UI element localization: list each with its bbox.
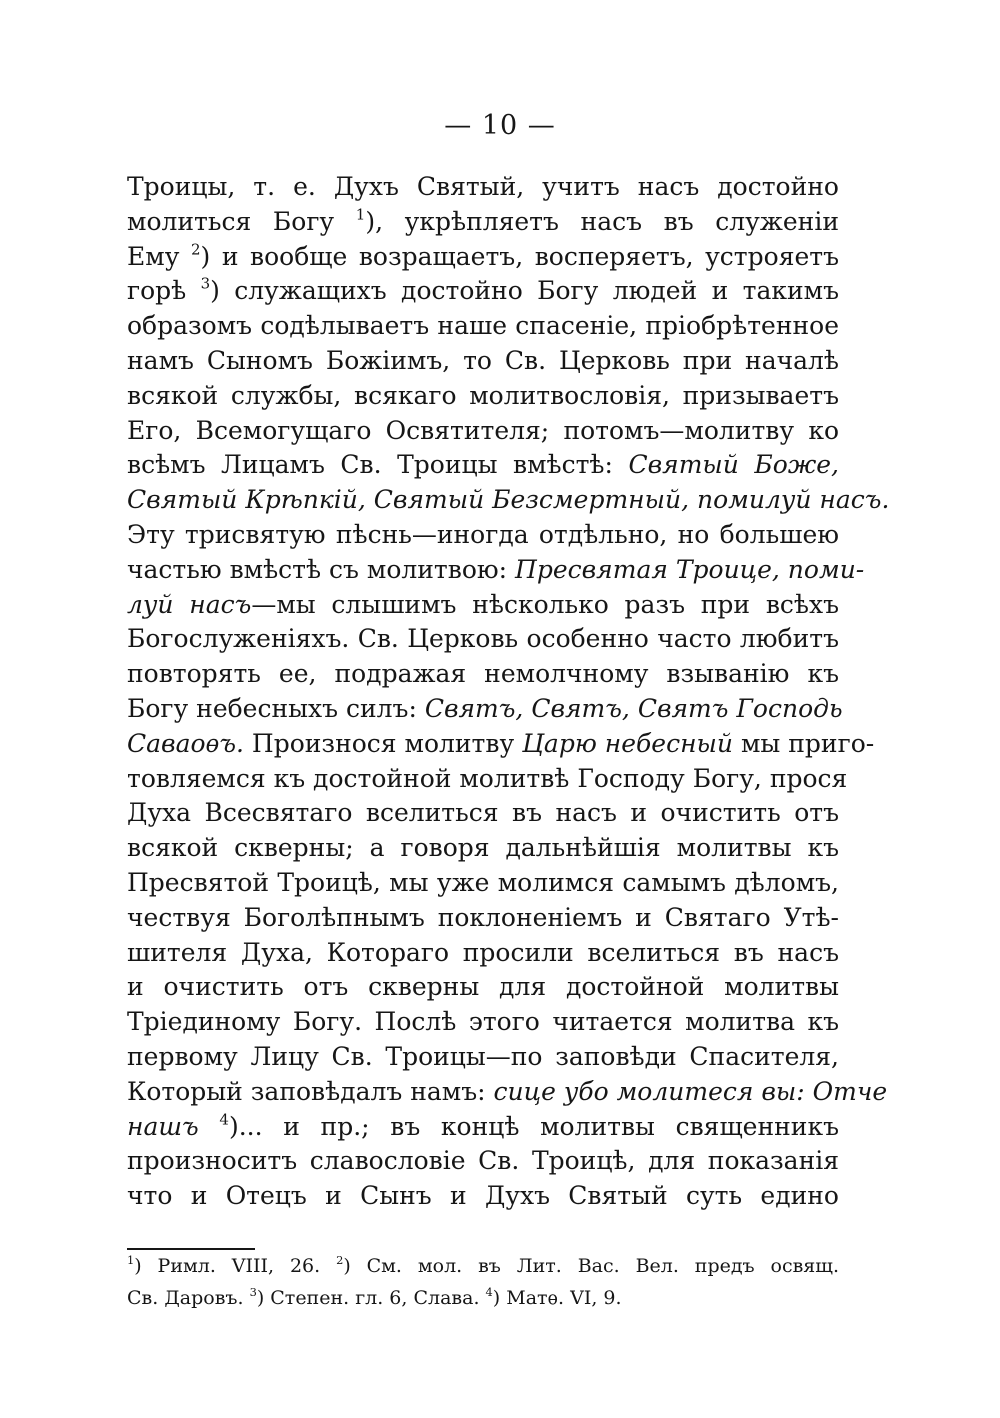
text-segment: Произнося молитву	[243, 728, 523, 758]
text-segment: ) Римл. VIII, 26.	[134, 1255, 337, 1277]
italic-text: Святый Крѣпкiй, Святый Безсмертный, помилуй насъ.	[127, 485, 890, 515]
text-line	[127, 692, 843, 727]
text-segment: Его, Всемогущаго Освятителя; потомъ—молитву ко	[127, 415, 839, 445]
text-segment: Троицы, т. е. Духъ Святый, учитъ насъ достойно	[127, 172, 839, 201]
text-line	[127, 831, 839, 866]
footnote-marker: 2	[336, 1253, 344, 1268]
text-line	[127, 1075, 888, 1110]
text-segment: Пресвятой Троицѣ, мы уже молимся самымъ дѣломъ,	[127, 867, 839, 897]
body-text	[127, 170, 890, 1214]
text-segment: повторять ее, подражая немолчному взыванiю къ	[127, 659, 839, 689]
text-segment: Ему	[127, 241, 191, 271]
text-line	[127, 762, 848, 797]
text-segment: произноситъ славословiе Св. Троицѣ, для показанiя	[127, 1146, 839, 1176]
text-segment: Богу небесныхъ силъ:	[127, 693, 425, 723]
text-line	[127, 866, 839, 901]
text-segment: горѣ	[127, 276, 201, 306]
text-segment: первому Лицу Св. Троицы—по заповѣди Спасителя,	[127, 1041, 839, 1071]
italic-text: сице убо молитеся вы: Отче	[493, 1076, 888, 1106]
text-line	[127, 414, 839, 449]
footnote-marker: 1	[355, 205, 366, 224]
text-line	[127, 553, 865, 588]
text-segment: и очистить отъ скверны для достойной молитвы	[127, 972, 839, 1002]
text-segment	[199, 1112, 220, 1141]
text-line	[127, 1110, 839, 1145]
text-segment: ) Матѳ. VI, 9.	[492, 1287, 622, 1309]
text-segment: ) и вообще возращаетъ, воспеpяетъ, устрояетъ	[200, 241, 839, 271]
text-segment: ), укрѣпляетъ насъ въ служенiи	[365, 206, 839, 236]
text-segment: Трiединому Богу. Послѣ этого читается молитва къ	[127, 1007, 839, 1037]
footnote-marker: 2	[190, 240, 201, 259]
text-line	[127, 657, 839, 692]
italic-text: Святъ, Святъ, Святъ Господь	[424, 693, 843, 723]
text-line	[127, 622, 839, 657]
text-line	[127, 901, 839, 936]
text-segment: шителя Духа, Котораго просили вселиться въ насъ	[127, 937, 839, 967]
text-segment: ) служащихъ достойно Богу людей и такимъ	[210, 276, 839, 306]
text-line	[127, 1144, 839, 1179]
text-segment: молиться Богу	[127, 206, 356, 236]
text-line	[127, 379, 839, 414]
text-segment: образомъ содѣлываетъ наше спасенiе, прiобрѣтенное	[127, 311, 839, 341]
text-segment: всякой службы, всякаго молитвословiя, призываетъ	[127, 380, 839, 410]
footnote-marker: 4	[219, 1110, 229, 1129]
text-segment: товляемся къ достойной молитвѣ Господу Богу, прося	[127, 763, 848, 793]
text-line	[127, 483, 890, 518]
text-segment: Который заповѣдалъ намъ:	[127, 1076, 494, 1106]
text-line	[127, 936, 839, 971]
footnote-marker: 3	[249, 1285, 257, 1300]
text-line	[127, 205, 839, 240]
footnote-line	[127, 1250, 839, 1282]
text-line	[127, 727, 875, 762]
text-segment: всякой скверны; а говоря дальнѣйшiя молитвы къ	[127, 833, 839, 863]
text-line	[127, 170, 839, 205]
text-segment: ) Степен. гл. 6, Слава.	[256, 1287, 486, 1309]
italic-text: Святый Боже,	[628, 450, 839, 480]
text-segment: )... и пр.; въ концѣ молитвы священникъ	[228, 1111, 839, 1141]
text-line	[127, 970, 839, 1005]
text-line	[127, 240, 839, 275]
italic-text: Саваоѳъ.	[127, 728, 244, 758]
text-line	[127, 309, 839, 344]
text-segment: мы приго-	[733, 728, 875, 758]
text-line	[127, 448, 839, 483]
text-segment: всѣмъ Лицамъ Св. Троицы вмѣстѣ:	[127, 450, 629, 480]
text-line	[127, 344, 839, 379]
footnote-marker: 3	[200, 274, 211, 293]
footnote-line	[127, 1282, 839, 1314]
text-line	[127, 588, 839, 623]
italic-text: луй насъ	[127, 589, 252, 619]
text-line	[127, 1005, 839, 1040]
text-line	[127, 518, 839, 553]
text-segment: ) См. мол. въ Лит. Вас. Вел. предъ освящ.	[343, 1255, 839, 1277]
text-segment: Духа Всесвятаго вселиться въ насъ и очистить отъ	[127, 798, 839, 828]
page-number: — 10 —	[444, 110, 556, 141]
text-segment: что и Отецъ и Сынъ и Духъ Святый суть едино	[127, 1181, 839, 1211]
italic-text: нашъ	[127, 1111, 199, 1141]
text-segment: чествуя Боголѣпнымъ поклоненiемъ и Святаго Утѣ-	[127, 902, 839, 932]
text-line	[127, 796, 839, 831]
text-line	[127, 274, 839, 309]
footnote-marker: 4	[485, 1285, 493, 1300]
text-segment: —мы слышимъ нѣсколько разъ при всѣхъ	[251, 589, 839, 619]
footnote-marker: 1	[127, 1253, 135, 1268]
italic-text: Пресвятая Троице, поми-	[515, 554, 865, 584]
text-segment: намъ Сыномъ Божiимъ, то Св. Церковь при началѣ	[127, 345, 839, 375]
text-segment: Св. Даровъ.	[127, 1287, 250, 1309]
text-segment: Эту трисвятую пѣснь—иногда отдѣльно, но большею	[127, 519, 839, 549]
text-line	[127, 1040, 839, 1075]
text-segment: частью вмѣстѣ съ молитвою:	[127, 554, 516, 584]
text-line	[127, 1179, 839, 1214]
text-segment: Богослуженiяхъ. Св. Церковь особенно часто любитъ	[127, 624, 839, 654]
footnotes	[127, 1250, 839, 1314]
italic-text: Царю небесный	[522, 728, 734, 758]
